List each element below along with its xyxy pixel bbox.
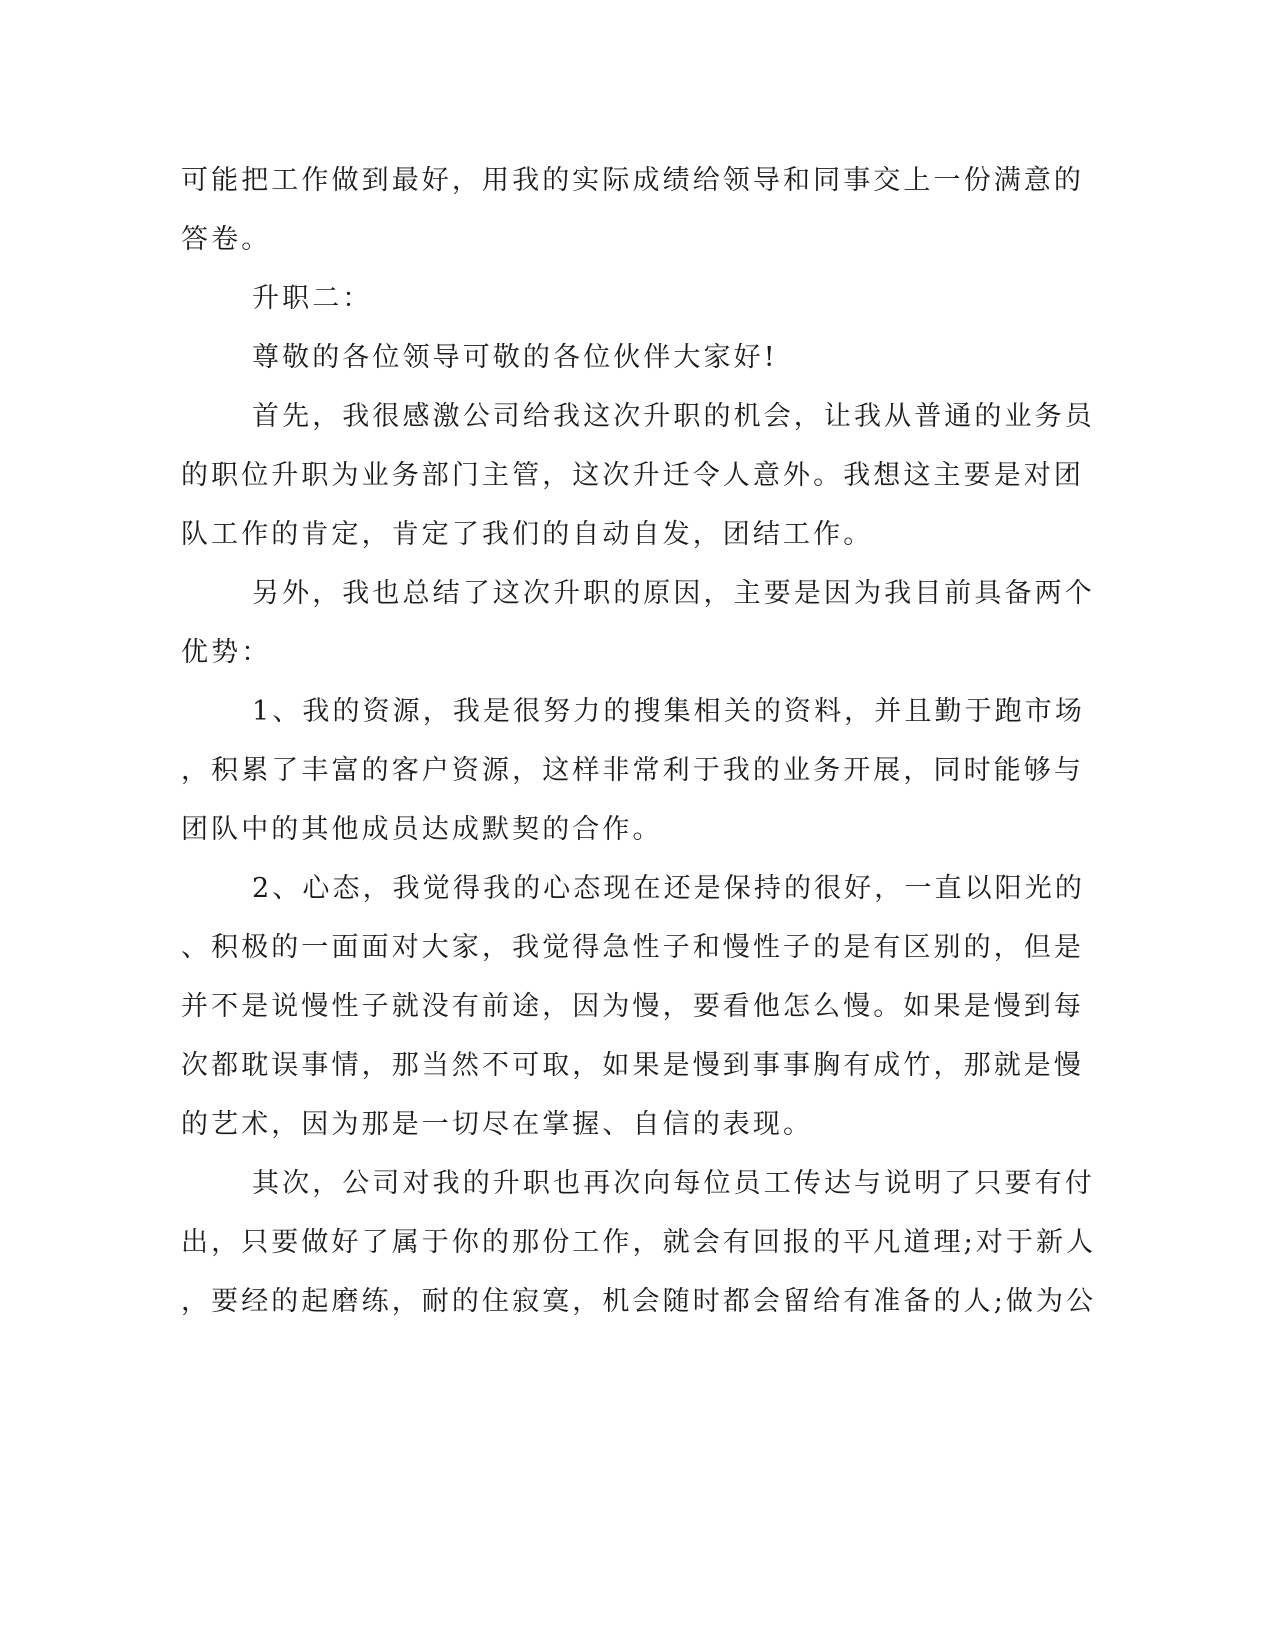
text-line: 并不是说慢性子就没有前途，因为慢，要看他怎么慢。如果是慢到每 [181,991,1084,1022]
text-line: 出，只要做好了属于你的那份工作，就会有回报的平凡道理;对于新人 [181,1227,1097,1258]
salutation: 尊敬的各位领导可敬的各位伙伴大家好! [252,342,778,373]
text-line: ，积累了丰富的客户资源，这样非常利于我的业务开展，同时能够与 [181,755,1084,786]
text-line: 2、心态，我觉得我的心态现在还是保持的很好，一直以阳光的 [252,873,1085,904]
text-line: 其次，公司对我的升职也再次向每位员工传达与说明了只要有付 [252,1168,1095,1199]
text-line: 、积极的一面面对大家，我觉得急性子和慢性子的是有区别的，但是 [181,932,1084,963]
text-line: 的艺术，因为那是一切尽在掌握、自信的表现。 [181,1109,814,1140]
text-line: 优势： [181,637,272,668]
text-line: 答卷。 [181,224,272,255]
section-heading: 升职二： [252,283,373,314]
text-line: 1、我的资源，我是很努力的搜集相关的资料，并且勤于跑市场 [252,696,1085,727]
text-line: 可能把工作做到最好，用我的实际成绩给领导和同事交上一份满意的 [181,165,1084,196]
text-line: 团队中的其他成员达成默契的合作。 [181,814,663,845]
text-line: 队工作的肯定，肯定了我们的自动自发，团结工作。 [181,519,874,550]
text-line: 次都耽误事情，那当然不可取，如果是慢到事事胸有成竹，那就是慢 [181,1050,1084,1081]
text-line: 另外，我也总结了这次升职的原因，主要是因为我目前具备两个 [252,578,1095,609]
text-line: ，要经的起磨练，耐的住寂寞，机会随时都会留给有准备的人;做为公 [181,1286,1097,1317]
text-line: 的职位升职为业务部门主管，这次升迁令人意外。我想这主要是对团 [181,460,1084,491]
text-line: 首先，我很感激公司给我这次升职的机会，让我从普通的业务员 [252,401,1095,432]
